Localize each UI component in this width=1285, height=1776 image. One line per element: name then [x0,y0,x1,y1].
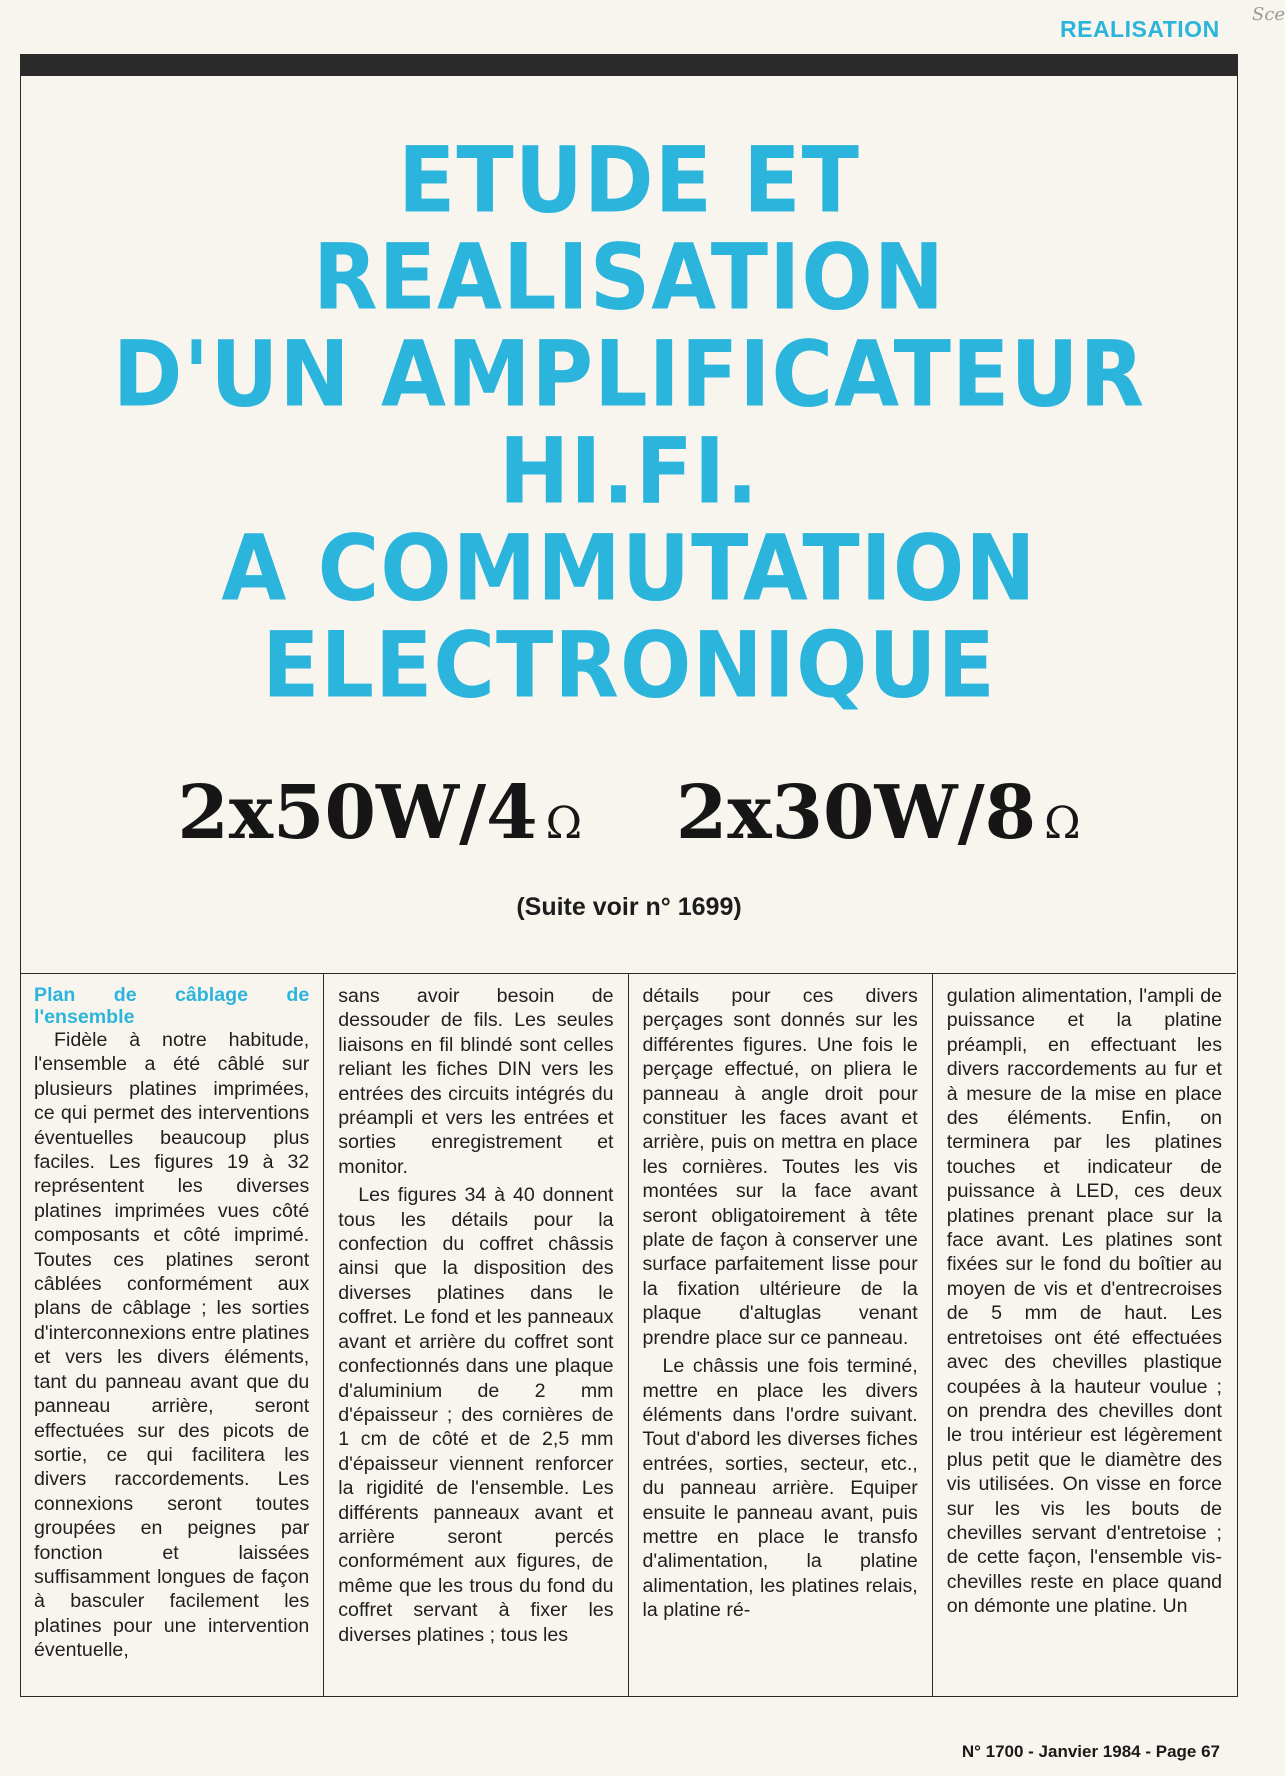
power-spec-4ohm [177,770,582,856]
paragraph: Le châssis une fois terminé, mettre en place les divers éléments dans l'ordre suivant. Tout d'abord les diverses fiches entrées, sorties, secteur, etc., du panneau arrière. Equiper ensuite le panneau avant, puis mettre en place le transfo d'alimentation, la platine alimentation, les platines relais, la platine ré- [642,1355,918,1622]
text-column-3 [628,974,932,1697]
title-line: HI.FI. [498,418,759,524]
page-footer: N° 1700 - Janvier 1984 - Page 67 [961,1742,1220,1761]
text-column-2 [323,974,627,1697]
ohm-symbol: Ω [545,798,583,849]
power-rating [20,770,1238,856]
paragraph: sans avoir besoin de dessouder de fils. Les seules liaisons en fil blindé sont celles reliant les fiches DIN vers les entrées des circuits intégrés du préampli et vers les entrées et sorties enregistrement et monitor. [338,985,614,1178]
text-column-4 [932,974,1236,1697]
section-label: REALISATION [1060,16,1220,42]
title-line: ETUDE ET [398,127,860,233]
power-spec-value: 2x30W/8 [675,770,1037,856]
handwritten-mark: Sce [1252,4,1285,25]
title-line: ELECTRONIQUE [262,612,996,718]
section-heading: Plan de câblage de l'ensemble [34,984,310,1028]
power-spec-value: 2x50W/4 [177,770,538,856]
title-line: D'UN AMPLIFICATEUR [112,321,1146,427]
paragraph: détails pour ces divers perçages sont donnés sur les différentes figures. Une fois le perçage effectué, on pliera le panneau à angle droit pour constituer les faces avant et arrière, puis on mettra en place les cornières. Toutes les vis montées sur la face avant seront obligatoirement à tête plate de façon à conserver une surface parfaitement lisse pour la fixation ultérieure de la plaque d'altuglas venant prendre place sur ce panneau. [642,985,918,1349]
paragraph: Fidèle à notre habitude, l'ensemble a été câblé sur plusieurs platines imprimées, ce qui permet des interventions éventuelles beaucoup plus faciles. Les figures 19 à 32 représentent les diverses platines imprimées vues côté composants et côté imprimé. Toutes ces platines seront câblées conformément aux plans de câblage ; les sorties d'interconnexions entre platines et vers les divers éléments, tant du panneau avant que du panneau arrière, seront effectuées sur des picots de sortie, ce qui facilitera les divers raccordements. Les connexions seront toutes groupées en peignes par fonction et laissées suffisamment longues de façon à basculer facilement les platines pour une intervention éventuelle, [34,1029,310,1662]
paragraph: gulation alimentation, l'ampli de puissance et la platine préampli, en effectuant les divers raccordements au fur et à mesure de la mise en place des éléments. Enfin, on terminera par les platines touches et indicateur de puissance à LED, ces deux platines prenant place sur la face avant. Les platines sont fixées sur le fond du boîtier au moyen de vis et d'entrecroises de 5 mm de haut. Les entretoises ont été effectuées avec des chevilles plastique coupées à la hauteur voulue ; on prendra des chevilles dont le trou intérieur est légèrement plus petit que le diamètre des vis utilisées. On visse en force sur les vis les bouts de chevilles servant d'entretoise ; de cette façon, l'ensemble vis-chevilles reste en place quand on démonte une platine. Un [946,985,1222,1618]
power-spec-8ohm [676,770,1081,856]
article-title [20,127,1238,718]
title-line: A COMMUTATION [221,515,1037,621]
subtitle: (Suite voir n° 1699) [516,893,742,921]
text-column-1 [20,974,323,1697]
paragraph: Les figures 34 à 40 donnent tous les détails pour la confection du coffret châssis ainsi que la disposition des diverses platines dans le coffret. Le fond et les panneaux avant et arrière du coffret sont confectionnés dans une plaque d'aluminium de 2 mm d'épaisseur ; des cornières de 1 cm de côté et de 2,5 mm d'épaisseur viennent renforcer la rigidité de l'ensemble. Les différents panneaux avant et arrière seront percés conformément aux figures, de même que les trous du fond du coffret servant à fixer les diverses platines ; tous les [338,1184,614,1646]
top-rule [20,54,1238,76]
title-line: REALISATION [312,224,946,330]
ohm-symbol: Ω [1044,798,1081,849]
article-body [20,973,1236,1697]
